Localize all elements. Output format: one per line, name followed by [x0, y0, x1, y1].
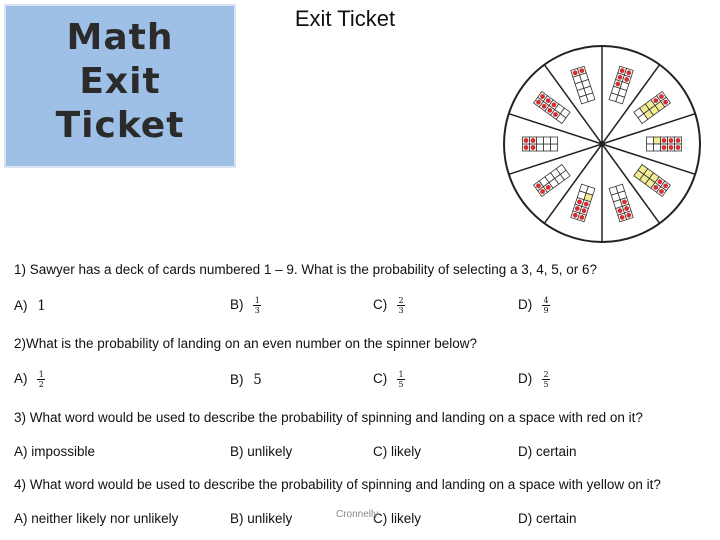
- logo-line-2: Exit: [79, 61, 161, 102]
- ten-frame-icon: [647, 137, 682, 151]
- ten-frame-cell: [544, 137, 551, 144]
- q3-option-b-value: unlikely: [247, 444, 293, 459]
- spinner-center: [599, 141, 605, 147]
- question-1-text: 1) Sawyer has a deck of cards numbered 1 – 9. What is the probability of selecting a 3, 4, 5, or 6?: [14, 262, 598, 277]
- red-counter: [676, 138, 681, 143]
- q1-option-b-letter: B): [230, 297, 244, 313]
- q2-option-b-value: 5: [253, 372, 262, 388]
- red-counter: [524, 145, 529, 150]
- ten-frame-cell: [654, 137, 661, 144]
- q1-option-b[interactable]: [230, 296, 261, 315]
- q1-option-a[interactable]: [14, 298, 46, 314]
- logo-line-3: Ticket: [55, 105, 185, 146]
- q4-option-a[interactable]: [14, 511, 178, 526]
- q4-option-d-value: certain: [536, 511, 577, 526]
- q1-option-c-letter: C): [373, 297, 388, 313]
- fraction-numerator: 1: [38, 370, 44, 379]
- fraction-denominator: 2: [38, 380, 44, 389]
- q4-option-b-letter: B): [230, 511, 244, 526]
- fraction-denominator: 9: [543, 306, 549, 315]
- ten-frame-cell: [537, 137, 544, 144]
- q4-option-c[interactable]: [373, 511, 421, 526]
- ten-frame-cell: [579, 184, 588, 193]
- ten-frame-cell: [544, 144, 551, 151]
- q1-option-d-letter: D): [518, 297, 533, 313]
- q1-option-b-fraction: [253, 296, 261, 315]
- page-title: Exit Ticket: [294, 6, 396, 31]
- q3-option-a[interactable]: [14, 444, 95, 459]
- q1-option-d-fraction: [542, 296, 550, 315]
- q2-option-a[interactable]: [14, 370, 45, 389]
- red-counter: [531, 138, 536, 143]
- q3-option-d[interactable]: [518, 444, 577, 459]
- ten-frame-cell: [537, 144, 544, 151]
- q2-option-a-letter: A): [14, 371, 28, 387]
- q3-option-a-letter: A): [14, 444, 28, 459]
- red-counter: [662, 145, 667, 150]
- q1-option-c[interactable]: [373, 296, 405, 315]
- fraction-numerator: 2: [543, 370, 549, 379]
- q4-option-c-value: likely: [391, 511, 422, 526]
- q3-option-b-letter: B): [230, 444, 244, 459]
- red-counter: [676, 145, 681, 150]
- question-4-text: 4) What word would be used to describe the probability of spinning and landing on a space with yellow on it?: [14, 477, 661, 492]
- q2-option-a-fraction: [37, 370, 45, 389]
- ten-frame-cell: [647, 144, 654, 151]
- fraction-denominator: 3: [398, 306, 404, 315]
- q1-option-a-value: 1: [37, 298, 46, 314]
- q1-option-c-fraction: [397, 296, 405, 315]
- fraction-numerator: 4: [543, 296, 549, 305]
- red-counter: [662, 138, 667, 143]
- ten-frame-cell: [647, 137, 654, 144]
- q4-option-a-value: neither likely nor unlikely: [31, 511, 179, 526]
- fraction-numerator: 1: [398, 370, 404, 379]
- math-exit-ticket-logo: [4, 4, 236, 168]
- q3-option-b[interactable]: [230, 444, 292, 459]
- footer-author: Cronnelly: [336, 509, 379, 520]
- q2-option-c-letter: C): [373, 371, 388, 387]
- q4-option-a-letter: A): [14, 511, 28, 526]
- red-counter: [524, 138, 529, 143]
- q2-option-c-fraction: [397, 370, 405, 389]
- question-2-text: 2)What is the probability of landing on an even number on the spinner below?: [14, 336, 478, 351]
- red-counter: [531, 145, 536, 150]
- logo-line-1: Math: [66, 17, 174, 58]
- q4-option-b[interactable]: [230, 511, 292, 526]
- ten-frame-cell: [586, 93, 595, 102]
- q4-option-d-letter: D): [518, 511, 533, 526]
- ten-frame-cell: [551, 144, 558, 151]
- ten-frame-cell: [616, 95, 625, 104]
- ten-frame-cell: [609, 186, 618, 195]
- fraction-denominator: 3: [254, 306, 260, 315]
- q4-option-b-value: unlikely: [247, 511, 293, 526]
- red-counter: [669, 145, 674, 150]
- question-3-text: 3) What word would be used to describe the probability of spinning and landing on a space with red on it?: [14, 410, 643, 425]
- ten-frame-icon: [523, 137, 558, 151]
- q3-option-a-value: impossible: [31, 444, 96, 459]
- q2-option-d-fraction: [542, 370, 550, 389]
- q1-option-d[interactable]: [518, 296, 550, 315]
- q3-option-c-letter: C): [373, 444, 388, 459]
- q2-option-c[interactable]: [373, 370, 405, 389]
- fraction-denominator: 5: [398, 380, 404, 389]
- spinner-image: [500, 42, 704, 246]
- q4-option-c-letter: C): [373, 511, 388, 526]
- q2-option-d[interactable]: [518, 370, 550, 389]
- q2-option-b[interactable]: [230, 372, 262, 388]
- ten-frame-cell: [654, 144, 661, 151]
- q2-option-d-letter: D): [518, 371, 533, 387]
- ten-frame-cell: [551, 137, 558, 144]
- logo-text: [6, 16, 234, 148]
- q3-option-c[interactable]: [373, 444, 421, 459]
- q3-option-d-value: certain: [536, 444, 577, 459]
- q2-option-b-letter: B): [230, 372, 244, 387]
- red-counter: [669, 138, 674, 143]
- q3-option-d-letter: D): [518, 444, 533, 459]
- q3-option-c-value: likely: [391, 444, 422, 459]
- fraction-numerator: 1: [254, 296, 260, 305]
- q1-option-a-letter: A): [14, 298, 28, 313]
- fraction-denominator: 5: [543, 380, 549, 389]
- fraction-numerator: 2: [398, 296, 404, 305]
- q4-option-d[interactable]: [518, 511, 577, 526]
